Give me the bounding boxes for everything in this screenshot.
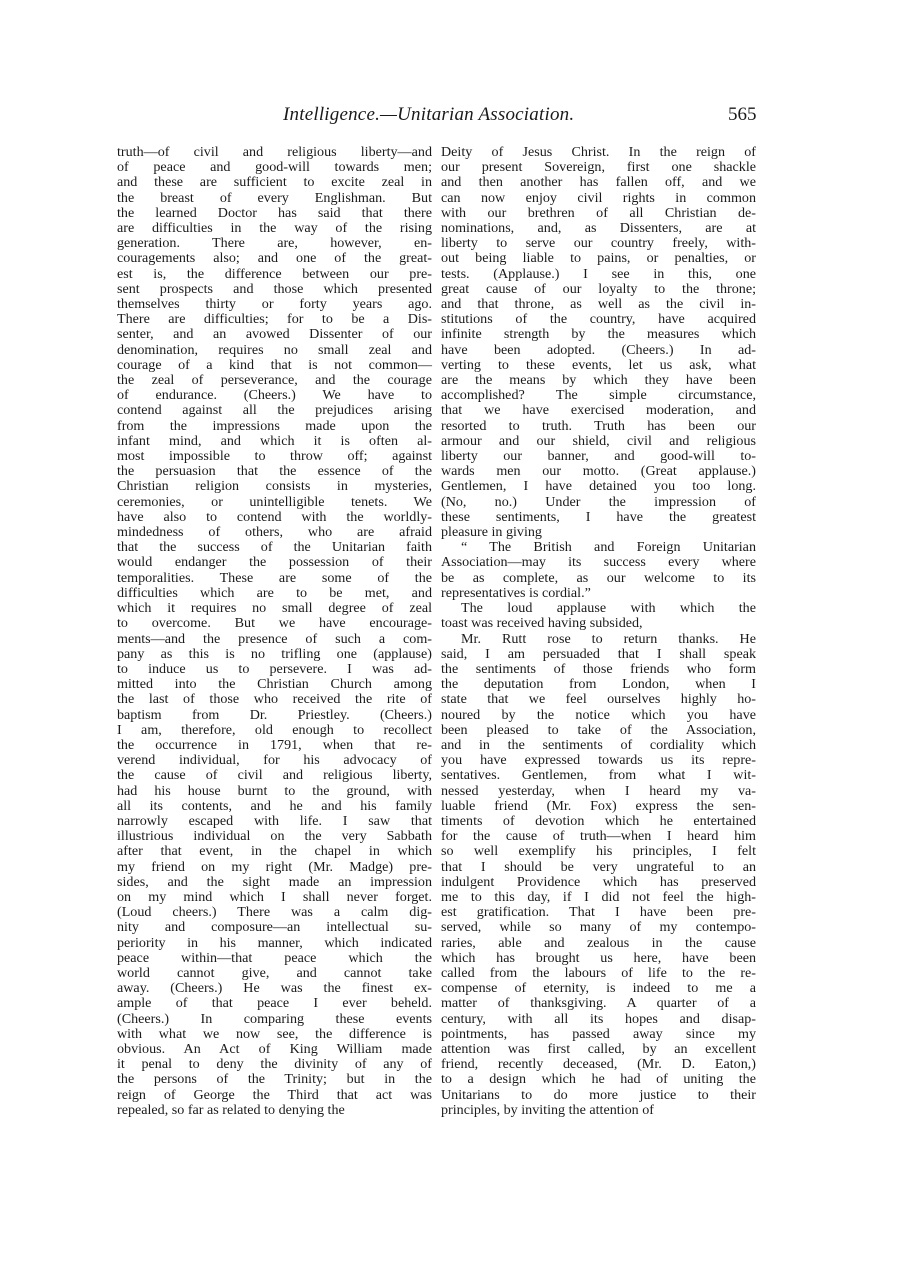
text-line: repealed, so far as related to denying the — [117, 1101, 345, 1118]
text-line: liberty our banner, and good-will to- — [441, 448, 756, 465]
text-line: est gratification. That I have been pre- — [441, 904, 756, 921]
text-line: mindedness of others, who are afraid — [117, 524, 432, 541]
text-line: you have expressed towards us its repre- — [441, 752, 756, 769]
text-line: all its contents, and he and his family — [117, 797, 432, 814]
text-line: after that event, in the chapel in which — [117, 843, 432, 860]
text-line: the sentiments of those friends who form — [441, 660, 756, 677]
text-line: of peace and good-will towards men; — [117, 159, 432, 176]
text-line: (Cheers.) In comparing these events — [117, 1010, 432, 1027]
text-line: pany as this is no trifling one (applause) — [117, 645, 432, 662]
text-line: Association—may its success every where — [441, 554, 756, 571]
text-line: nominations, and, as Dissenters, are at — [441, 220, 756, 237]
text-line: state that we feel ourselves highly ho- — [441, 691, 756, 708]
text-line: the last of those who received the rite of — [117, 691, 432, 708]
text-line: are the means by which they have been — [441, 372, 756, 389]
text-line: pleasure in giving — [441, 524, 542, 541]
text-line: away. (Cheers.) He was the finest ex- — [117, 980, 432, 997]
text-line: nity and composure—an intellectual su- — [117, 919, 432, 936]
text-line: called from the labours of life to the re- — [441, 964, 756, 981]
text-line: that the success of the Unitarian faith — [117, 539, 432, 556]
text-line: that we have exercised moderation, and — [441, 402, 756, 419]
text-line: Deity of Jesus Christ. In the reign of — [441, 144, 756, 160]
text-line: resorted to truth. Truth has been our — [441, 417, 756, 434]
text-line: wards men our motto. (Great applause.) — [441, 463, 756, 480]
text-line: the persuasion that the essence of the — [117, 463, 432, 480]
text-line: the persons of the Trinity; but in the — [117, 1071, 432, 1088]
text-line: be as complete, as our welcome to its — [441, 569, 756, 586]
text-line: the breast of every Englishman. But — [117, 189, 432, 206]
text-line: contend against all the prejudices arising — [117, 402, 432, 419]
text-line: illustrious individual on the very Sabbath — [117, 828, 432, 845]
text-line: (Loud cheers.) There was a calm dig- — [117, 904, 432, 921]
text-line: for the cause of truth—when I heard him — [441, 828, 756, 845]
text-line: great cause of our loyalty to the throne; — [441, 280, 756, 297]
text-line: pointments, has passed away since my — [441, 1025, 756, 1042]
text-line: sides, and the sight made an impression — [117, 873, 432, 890]
text-line: verting to these events, let us ask, what — [441, 356, 756, 373]
text-line: I am, therefore, old enough to recollect — [117, 721, 432, 738]
text-line: ments—and the presence of such a com- — [117, 630, 432, 647]
text-line: friend, recently deceased, (Mr. D. Eaton,) — [441, 1056, 756, 1073]
text-line: verend individual, for his advocacy of — [117, 752, 432, 769]
text-line: senter, and an avowed Dissenter of our — [117, 326, 432, 343]
text-line: The loud applause with which the — [461, 600, 756, 617]
text-line: sent prospects and those which presented — [117, 280, 432, 297]
text-line: periority in his manner, which indicated — [117, 934, 432, 951]
text-line: couragements also; and one of the great- — [117, 250, 432, 267]
text-line: my friend on my right (Mr. Madge) pre- — [117, 858, 432, 875]
text-line: attention was first called, by an excellent — [441, 1040, 756, 1057]
text-line: indulgent Providence which has preserved — [441, 873, 756, 890]
text-line: accomplished? The simple circumstance, — [441, 387, 756, 404]
text-line: it penal to deny the divinity of any of — [117, 1056, 432, 1073]
text-line: from the impressions made upon the — [117, 417, 432, 434]
text-line: raries, able and zealous in the cause — [441, 934, 756, 951]
text-line: of endurance. (Cheers.) We have to — [117, 387, 432, 404]
text-line: denomination, requires no small zeal and — [117, 341, 432, 358]
text-line: the cause of civil and religious liberty, — [117, 767, 432, 784]
text-line: with our brethren of all Christian de- — [441, 204, 756, 221]
text-line: to induce us to persevere. I was ad- — [117, 660, 432, 677]
text-line: the occurrence in 1791, when that re- — [117, 736, 432, 753]
text-line: principles, by inviting the attention of — [441, 1101, 654, 1118]
text-line: nessed yesterday, when I heard my va- — [441, 782, 756, 799]
text-line: said, I am persuaded that I shall speak — [441, 645, 756, 662]
text-line: served, while so many of my contempo- — [441, 919, 756, 936]
text-line: on my mind which I shall never forget. — [117, 888, 432, 905]
text-line: ceremonies, or unintelligible tenets. We — [117, 493, 432, 510]
text-line: temporalities. These are some of the — [117, 569, 432, 586]
text-line: noured by the notice which you have — [441, 706, 756, 723]
text-line: to overcome. But we have encourage- — [117, 615, 432, 632]
text-line: compense of eternity, is indeed to me a — [441, 980, 756, 997]
page-number: 565 — [728, 104, 757, 125]
text-line: sentatives. Gentlemen, from what I wit- — [441, 767, 756, 784]
text-line: Christian religion consists in mysteries, — [117, 478, 432, 495]
text-line: infant mind, and which it is often al- — [117, 432, 432, 449]
text-line: ample of that peace I ever beheld. — [117, 995, 432, 1012]
text-line: timents of devotion which he entertained — [441, 812, 756, 829]
text-line: and that throne, as well as the civil in- — [441, 296, 756, 313]
text-line: the deputation from London, when I — [441, 676, 756, 693]
text-line: most impossible to throw off; against — [117, 448, 432, 465]
text-line: difficulties which are to be met, and — [117, 584, 432, 601]
text-line: obvious. An Act of King William made — [117, 1040, 432, 1057]
text-line: so well exemplify his principles, I felt — [441, 843, 756, 860]
text-line: century, with all its hopes and disap- — [441, 1010, 756, 1027]
text-line: Unitarians to do more justice to their — [441, 1086, 756, 1103]
text-line: the learned Doctor has said that there — [117, 204, 432, 221]
text-line: toast was received having subsided, — [441, 615, 643, 632]
text-line: our present Sovereign, first one shackle — [441, 159, 756, 176]
text-line: these sentiments, I have the greatest — [441, 508, 756, 525]
text-line: courage of a kind that is not common— — [117, 356, 432, 373]
running-head: Intelligence.—Unitarian Association. — [283, 104, 575, 125]
text-line: (No, no.) Under the impression of — [441, 493, 756, 510]
text-line: matter of thanksgiving. A quarter of a — [441, 995, 756, 1012]
text-line: have been adopted. (Cheers.) In ad- — [441, 341, 756, 358]
text-line: est is, the difference between our pre- — [117, 265, 432, 282]
text-line: had his house burnt to the ground, with — [117, 782, 432, 799]
text-line: stitutions of the country, have acquired — [441, 311, 756, 328]
text-line: luable friend (Mr. Fox) express the sen- — [441, 797, 756, 814]
text-line: with what we now see, the difference is — [117, 1025, 432, 1042]
left-column — [117, 145, 432, 1118]
text-line: the zeal of perseverance, and the courage — [117, 372, 432, 389]
text-line: that I should be very ungrateful to an — [441, 858, 756, 875]
text-line: mitted into the Christian Church among — [117, 676, 432, 693]
text-line: have also to contend with the worldly- — [117, 508, 432, 525]
text-line: which has brought us here, have been — [441, 949, 756, 966]
text-line: me to this day, if I did not feel the high- — [441, 888, 756, 905]
text-line: to a design which he had of uniting the — [441, 1071, 756, 1088]
text-line: baptism from Dr. Priestley. (Cheers.) — [117, 706, 432, 723]
text-line: infinite strength by the measures which — [441, 326, 756, 343]
text-line: Mr. Rutt rose to return thanks. He — [461, 630, 756, 647]
right-column — [441, 145, 756, 1118]
text-line: themselves thirty or forty years ago. — [117, 296, 432, 313]
text-line: out being liable to pains, or penalties, or — [441, 250, 756, 267]
text-line: reign of George the Third that act was — [117, 1086, 432, 1103]
text-line: can now enjoy civil rights in common — [441, 189, 756, 206]
text-line: “ The British and Foreign Unitarian — [461, 539, 756, 556]
text-line: There are difficulties; for to be a Dis- — [117, 311, 432, 328]
text-line: peace within—that peace which the — [117, 949, 432, 966]
text-line: truth—of civil and religious liberty—and — [117, 144, 432, 160]
text-line: been pleased to take of the Association, — [441, 721, 756, 738]
text-line: generation. There are, however, en- — [117, 235, 432, 252]
text-line: world cannot give, and cannot take — [117, 964, 432, 981]
text-line: are difficulties in the way of the rising — [117, 220, 432, 237]
text-line: representatives is cordial.” — [441, 584, 591, 601]
text-line: narrowly escaped with life. I saw that — [117, 812, 432, 829]
text-line: Gentlemen, I have detained you too long. — [441, 478, 756, 495]
text-line: and these are sufficient to excite zeal in — [117, 174, 432, 191]
text-line: tests. (Applause.) I see in this, one — [441, 265, 756, 282]
text-line: and in the sentiments of cordiality which — [441, 736, 756, 753]
text-line: liberty to serve our country freely, with- — [441, 235, 756, 252]
text-line: and then another has fallen off, and we — [441, 174, 756, 191]
text-line: would endanger the possession of their — [117, 554, 432, 571]
text-line: which it requires no small degree of zeal — [117, 600, 432, 617]
text-line: armour and our shield, civil and religious — [441, 432, 756, 449]
